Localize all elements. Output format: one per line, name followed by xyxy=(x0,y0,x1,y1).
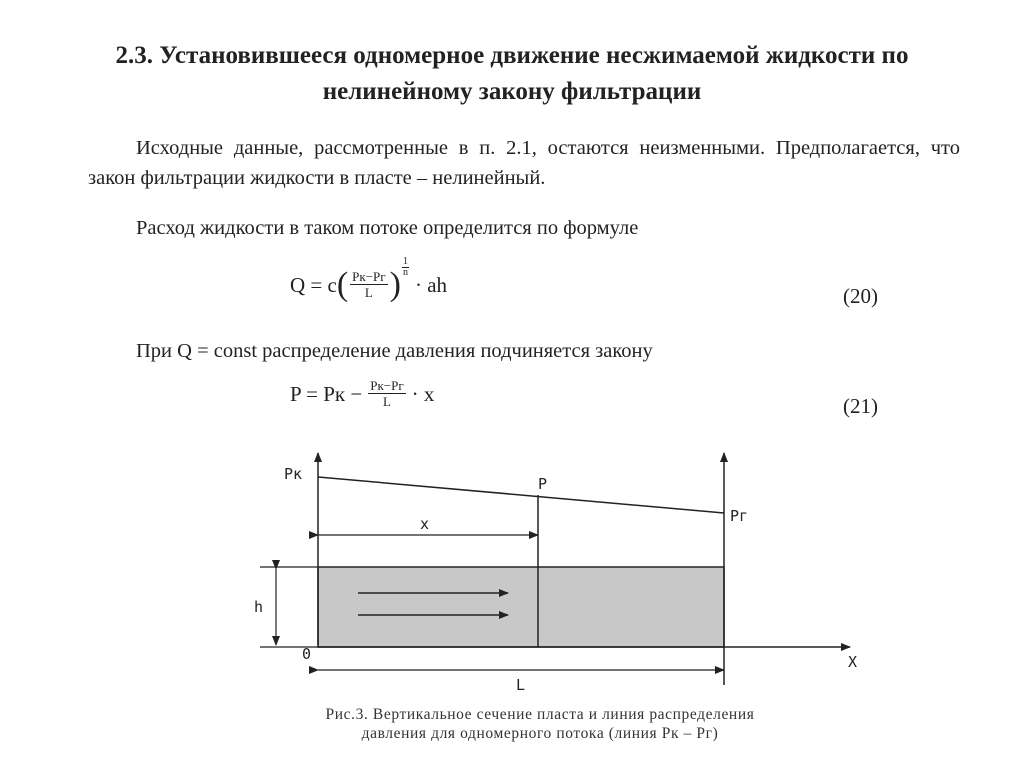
figure-caption xyxy=(150,705,930,743)
pressure-intro: При Q = const распределение давления подчиняется закону xyxy=(136,340,653,362)
formula-20 xyxy=(290,255,448,303)
caption-line-1: Рис.3. Вертикальное сечение пласта и линия распределения xyxy=(325,706,755,723)
formula-21 xyxy=(290,378,434,410)
formula-20-open-paren: ( xyxy=(336,266,349,303)
reservoir-layer xyxy=(318,567,724,647)
formula-20-fraction xyxy=(350,269,387,301)
formula-20-exp-denominator: n xyxy=(402,266,408,278)
heading-line-1: 2.3. Установившееся одномерное движение несжимаемой жидкости по xyxy=(115,42,909,69)
label-origin: 0 xyxy=(302,645,312,663)
formula-20-numerator: Pк−Pг xyxy=(352,269,386,284)
formula-20-tail: · ah xyxy=(414,272,448,297)
heading-line-2: нелинейному закону фильтрации xyxy=(322,78,702,105)
formula-21-numerator: Pк−Pг xyxy=(370,378,404,393)
equation-number-21: (21) xyxy=(843,394,878,418)
flow-formula-intro: Расход жидкости в таком потоке определится по формуле xyxy=(136,217,639,239)
formula-21-denominator: L xyxy=(382,394,391,409)
formula-20-close-paren: ) xyxy=(389,266,401,303)
formula-20-lhs: Q = c xyxy=(290,272,337,297)
label-p: P xyxy=(538,475,548,493)
formula-21-tail: · x xyxy=(411,381,435,406)
reservoir-section-figure xyxy=(240,445,890,700)
formula-21-lhs: P = Pк − xyxy=(290,381,363,406)
section-heading xyxy=(60,38,964,110)
formula-21-fraction xyxy=(368,378,405,410)
equation-number-20: (20) xyxy=(843,284,878,308)
intro-paragraph: Исходные данные, рассмотренные в п. 2.1, остаются неизменными. Предполагается, что закон фильтрации жидкости в пласте – нелинейный. xyxy=(88,137,960,189)
formula-20-exp-numerator: 1 xyxy=(402,255,408,267)
caption-line-2: давления для одномерного потока (линия Pк – Pг) xyxy=(361,725,719,742)
label-h: h xyxy=(254,598,264,616)
formula-20-exponent xyxy=(402,257,409,278)
label-pk: Pк xyxy=(284,465,303,483)
label-l: L xyxy=(516,676,526,694)
formula-20-denominator: L xyxy=(364,285,373,300)
label-x-axis: X xyxy=(848,653,858,671)
label-pg: Pг xyxy=(730,507,749,525)
pressure-distribution-line xyxy=(318,477,724,513)
label-x-dimension: x xyxy=(420,515,430,533)
